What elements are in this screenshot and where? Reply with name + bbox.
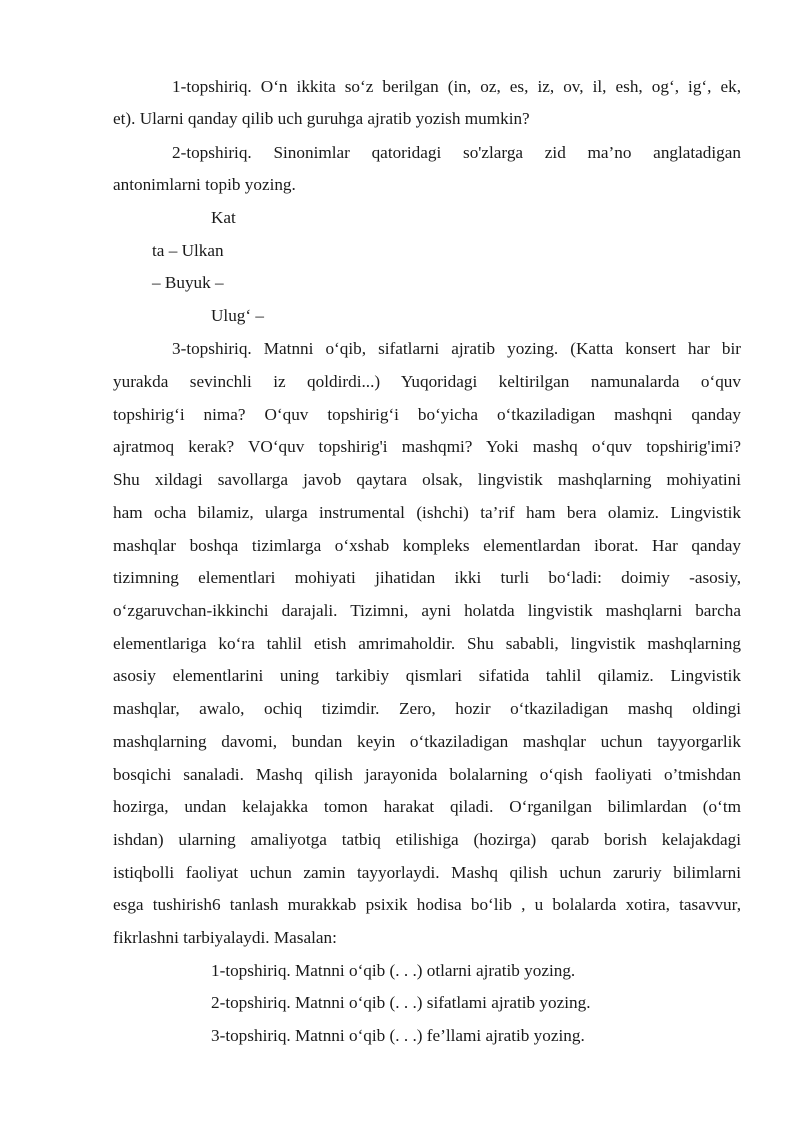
task1-line: 1-topshiriq. O‘n ikkita so‘z berilgan (in, oz, es, iz, ov, il, esh, og‘, ig‘, ek, — [172, 77, 741, 96]
paragraph-line: ajratmoq kerak? VO‘quv topshirig'i mashqmi? Yoki mashq o‘quv topshirig'imi? — [113, 437, 741, 456]
paragraph-line: bosqichi sanaladi. Mashq qilish jarayonida bolalarning o‘qish faoliyati o’tmishdan — [113, 765, 741, 784]
example-task-line: 1-topshiriq. Matnni o‘qib (. . .) otlarni ajratib yozing. — [211, 961, 576, 980]
paragraph-line: mashqlarning davomi, bundan keyin o‘tkaziladigan mashqlar uchun tayyorgarlik — [113, 732, 741, 751]
paragraph-line: elementlariga ko‘ra tahlil etish amrimaholdir. Shu sababli, lingvistik mashqlarning — [113, 634, 741, 653]
paragraph-line: asosiy elementlarini uning tarkibiy qismlari sifatida tahlil qilamiz. Lingvistik — [113, 666, 741, 685]
word-group-line: Ulug‘ – — [211, 306, 264, 325]
paragraph-line: mashqlar boshqa tizimlarga o‘xshab kompleks elementlardan iborat. Har qanday — [113, 536, 741, 555]
paragraph-line: fikrlashni tarbiyalaydi. Masalan: — [113, 928, 337, 947]
paragraph-line: ishdan) ularning amaliyotga tatbiq etilishiga (hozirga) qarab borish kelajakdagi — [113, 830, 741, 849]
paragraph-line: tizimning elementlari mohiyati jihatidan ikki turli bo‘ladi: doimiy -asosiy, — [113, 568, 741, 587]
paragraph-line: hozirga, undan kelajakka tomon harakat qiladi. O‘rganilgan bilimlardan (o‘tm — [113, 797, 741, 816]
word-group-line: Kat — [211, 208, 236, 227]
paragraph-line: o‘zgaruvchan-ikkinchi darajali. Tizimni, ayni holatda lingvistik mashqlarni barcha — [113, 601, 741, 620]
word-group-line: ta – Ulkan — [152, 241, 224, 260]
word-group-line: – Buyuk – — [152, 273, 224, 292]
paragraph-line: esga tushirish6 tanlash murakkab psixik hodisa bo‘lib , u bolalarda xotira, tasavvur, — [113, 895, 741, 914]
example-task-line: 3-topshiriq. Matnni o‘qib (. . .) fe’llami ajratib yozing. — [211, 1026, 585, 1045]
paragraph-line: istiqbolli faoliyat uchun zamin tayyorlaydi. Mashq qilish uchun zaruriy bilimlarni — [113, 863, 741, 882]
paragraph-line: topshirig‘i nima? O‘quv topshirig‘i bo‘yicha o‘tkaziladigan mashqni qanday — [113, 405, 741, 424]
paragraph-line: 3-topshiriq. Matnni o‘qib, sifatlarni ajratib yozing. (Katta konsert har bir — [172, 339, 741, 358]
task2-line: 2-topshiriq. Sinonimlar qatoridagi so'zlarga zid ma’no anglatadigan — [172, 143, 741, 162]
paragraph-line: Shu xildagi savollarga javob qaytara olsak, lingvistik mashqlarning mohiyatini — [113, 470, 741, 489]
example-task-line: 2-topshiriq. Matnni o‘qib (. . .) sifatlami ajratib yozing. — [211, 993, 591, 1012]
paragraph-line: ham ocha bilamiz, ularga instrumental (ishchi) ta’rif ham bera olamiz. Lingvistik — [113, 503, 741, 522]
paragraph-line: mashqlar, awalo, ochiq tizimdir. Zero, hozir o‘tkaziladigan mashq oldingi — [113, 699, 741, 718]
task2-line: antonimlarni topib yozing. — [113, 175, 296, 194]
task1-line: et). Ularni qanday qilib uch guruhga ajratib yozish mumkin? — [113, 109, 530, 128]
paragraph-line: yurakda sevinchli iz qoldirdi...) Yuqoridagi keltirilgan namunalarda o‘quv — [113, 372, 741, 391]
